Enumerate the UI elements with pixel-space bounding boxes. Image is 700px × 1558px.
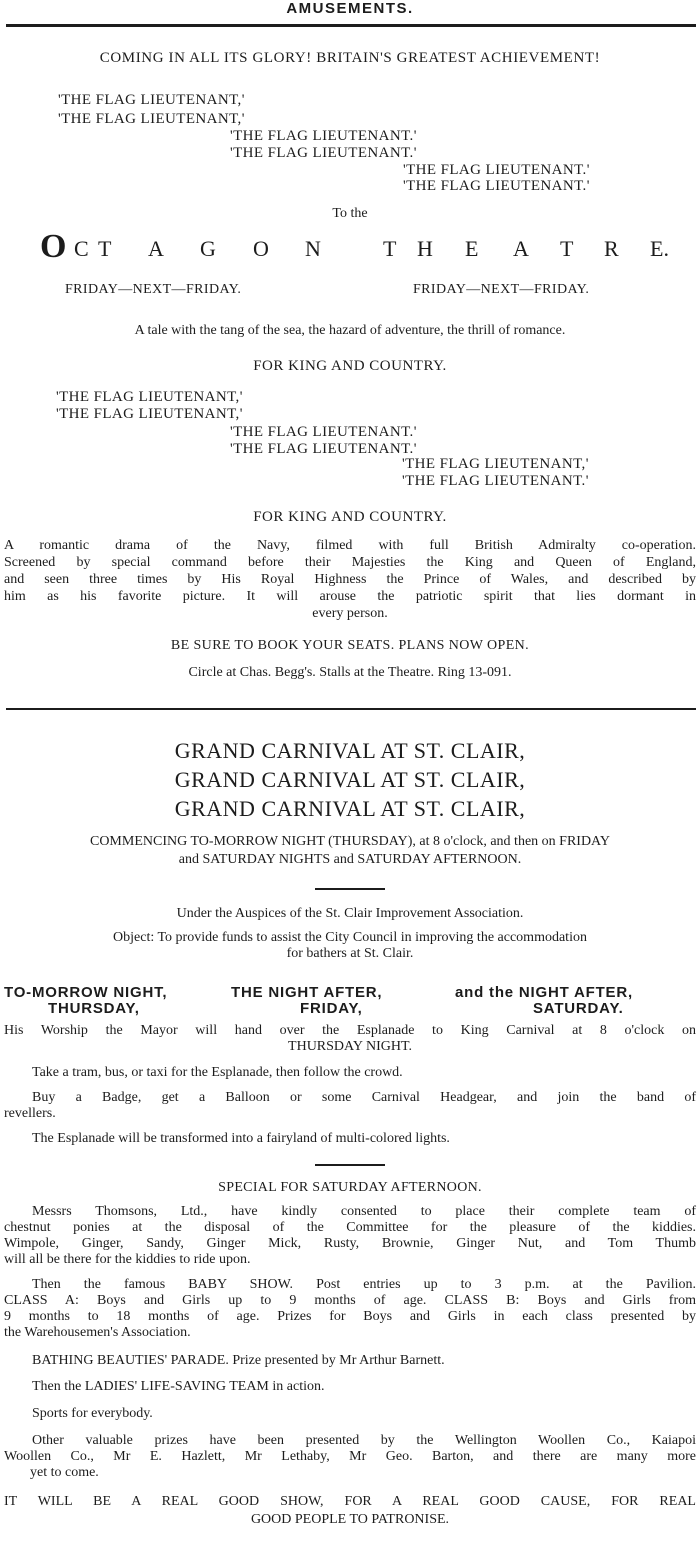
mayor-2: THURSDAY NIGHT. [288, 1039, 412, 1054]
flag-title-5: 'THE FLAG LIEUTENANT.' [403, 162, 590, 178]
object-1: Object: To provide funds to assist the City Council in improving the accommodation [113, 930, 587, 945]
theatre-letter: O [253, 236, 269, 261]
mayor-1: His Worship the Mayor will hand over the Esplanade to King Carnival at 8 o'clock on [4, 1023, 696, 1038]
prizes-line: Other valuable prizes have been presented by the Wellington Woollen Co., Kaiapoi [32, 1433, 696, 1448]
theatre-letter: A [513, 236, 529, 261]
flag-title-8: 'THE FLAG LIEUTENANT,' [56, 406, 243, 422]
theatre-letter: H [417, 236, 433, 261]
tram: Take a tram, bus, or taxi for the Esplanade, then follow the crowd. [32, 1065, 403, 1080]
theatre-letter: C [74, 236, 89, 261]
section-rule [6, 708, 696, 710]
theatre-letter: A [148, 236, 164, 261]
baby-line: Then the famous BABY SHOW. Post entries up to 3 p.m. at the Pavilion. [32, 1277, 696, 1292]
flag-title-9: 'THE FLAG LIEUTENANT.' [230, 424, 417, 440]
flag-title-2: 'THE FLAG LIEUTENANT,' [58, 111, 245, 127]
octagon-banner: COMING IN ALL ITS GLORY! BRITAIN'S GREATEST ACHIEVEMENT! [99, 50, 601, 66]
flag-title-4: 'THE FLAG LIEUTENANT.' [230, 145, 417, 161]
sports: Sports for everybody. [32, 1406, 153, 1421]
baby-line: CLASS A: Boys and Girls up to 9 months of age. CLASS B: Boys and Girls from [4, 1293, 696, 1308]
description-line: and seen three times by His Royal Highness the Prince of Wales, and described by [4, 572, 696, 587]
section-heading: AMUSEMENTS. [286, 0, 414, 17]
night-friday-1: THE NIGHT AFTER, [231, 984, 383, 1001]
flag-title-7: 'THE FLAG LIEUTENANT,' [56, 389, 243, 405]
baby-last: the Warehousemen's Association. [4, 1325, 191, 1340]
description-line: him as his favorite picture. It will arouse the patriotic spirit that lies dormant in [4, 589, 696, 604]
short-rule [315, 1164, 385, 1166]
friday-left: FRIDAY—NEXT—FRIDAY. [65, 282, 242, 297]
theatre-letter: R [604, 236, 619, 261]
description-line: Screened by special command before their Majesties the King and Queen of England, [4, 555, 696, 570]
theatre-letter: T [98, 236, 112, 261]
short-rule [315, 888, 385, 890]
tagline: A tale with the tang of the sea, the hazard of adventure, the thrill of romance. [134, 323, 566, 338]
baby-line: 9 months to 18 months of age. Prizes for Boys and Girls in each class presented by [4, 1309, 696, 1324]
prizes-line: Woollen Co., Mr E. Hazlett, Mr Lethaby, Mr Geo. Barton, and there are many more [4, 1449, 696, 1464]
carnival-title-2: GRAND CARNIVAL AT ST. CLAIR, [174, 767, 526, 792]
king-country-1: FOR KING AND COUNTRY. [253, 358, 447, 374]
night-saturday-2: SATURDAY. [533, 1000, 624, 1017]
special-saturday: SPECIAL FOR SATURDAY AFTERNOON. [218, 1180, 482, 1195]
book-seats: BE SURE TO BOOK YOUR SEATS. PLANS NOW OPEN. [170, 638, 530, 653]
theatre-letter: T [383, 236, 397, 261]
friday-right: FRIDAY—NEXT—FRIDAY. [413, 282, 590, 297]
auspices: Under the Auspices of the St. Clair Improvement Association. [176, 906, 524, 921]
night-thursday-2: THURSDAY, [48, 1000, 140, 1017]
description-line: A romantic drama of the Navy, filmed with full British Admiralty co-operation. [4, 538, 696, 553]
flag-title-11: 'THE FLAG LIEUTENANT,' [402, 456, 589, 472]
closing-2: GOOD PEOPLE TO PATRONISE. [250, 1512, 450, 1527]
flag-title-10: 'THE FLAG LIEUTENANT.' [230, 441, 417, 457]
night-thursday-1: TO-MORROW NIGHT, [4, 984, 168, 1001]
theatre-letter: G [200, 236, 216, 261]
theatre-letter: E [465, 236, 479, 261]
prizes-last: yet to come. [30, 1465, 99, 1480]
top-rule [6, 24, 696, 27]
booking-info: Circle at Chas. Begg's. Stalls at the Theatre. Ring 13-091. [188, 665, 512, 680]
to-the: To the [332, 206, 368, 221]
thomsons-last: will all be there for the kiddies to ride upon. [4, 1252, 251, 1267]
object-2: for bathers at St. Clair. [286, 946, 414, 961]
closing-1: IT WILL BE A REAL GOOD SHOW, FOR A REAL GOOD CAUSE, FOR REAL [4, 1494, 696, 1509]
bathing-parade: BATHING BEAUTIES' PARADE. Prize presented by Mr Arthur Barnett. [32, 1353, 445, 1368]
theatre-letter: T [560, 236, 574, 261]
ladies-team: Then the LADIES' LIFE-SAVING TEAM in action. [32, 1379, 325, 1394]
night-saturday-1: and the NIGHT AFTER, [455, 984, 633, 1001]
flag-title-3: 'THE FLAG LIEUTENANT.' [230, 128, 417, 144]
thomsons-line: chestnut ponies at the disposal of the Committee for the pleasure of the kiddies. [4, 1220, 696, 1235]
night-friday-2: FRIDAY, [300, 1000, 363, 1017]
flag-title-1: 'THE FLAG LIEUTENANT,' [58, 92, 245, 108]
thomsons-line: Messrs Thomsons, Ltd., have kindly consented to place their complete team of [32, 1204, 696, 1219]
commencing-2: and SATURDAY NIGHTS and SATURDAY AFTERNOON. [178, 852, 522, 867]
theatre-letter: O [40, 228, 67, 265]
esplanade: The Esplanade will be transformed into a fairyland of multi-colored lights. [32, 1131, 450, 1146]
theatre-letter: E. [650, 236, 669, 261]
badge-1: Buy a Badge, get a Balloon or some Carnival Headgear, and join the band of [32, 1090, 696, 1105]
commencing-1: COMMENCING TO-MORROW NIGHT (THURSDAY), at 8 o'clock, and then on FRIDAY [89, 834, 610, 849]
badge-2: revellers. [4, 1106, 56, 1121]
thomsons-line: Wimpole, Ginger, Sandy, Ginger Mick, Rusty, Brownie, Ginger Nut, and Tom Thumb [4, 1236, 696, 1251]
carnival-title-3: GRAND CARNIVAL AT ST. CLAIR, [174, 796, 526, 821]
description-last: every person. [312, 606, 388, 621]
carnival-title-1: GRAND CARNIVAL AT ST. CLAIR, [174, 738, 526, 763]
king-country-2: FOR KING AND COUNTRY. [253, 509, 447, 525]
flag-title-12: 'THE FLAG LIEUTENANT.' [402, 473, 589, 489]
flag-title-6: 'THE FLAG LIEUTENANT.' [403, 178, 590, 194]
theatre-letter: N [305, 236, 321, 261]
